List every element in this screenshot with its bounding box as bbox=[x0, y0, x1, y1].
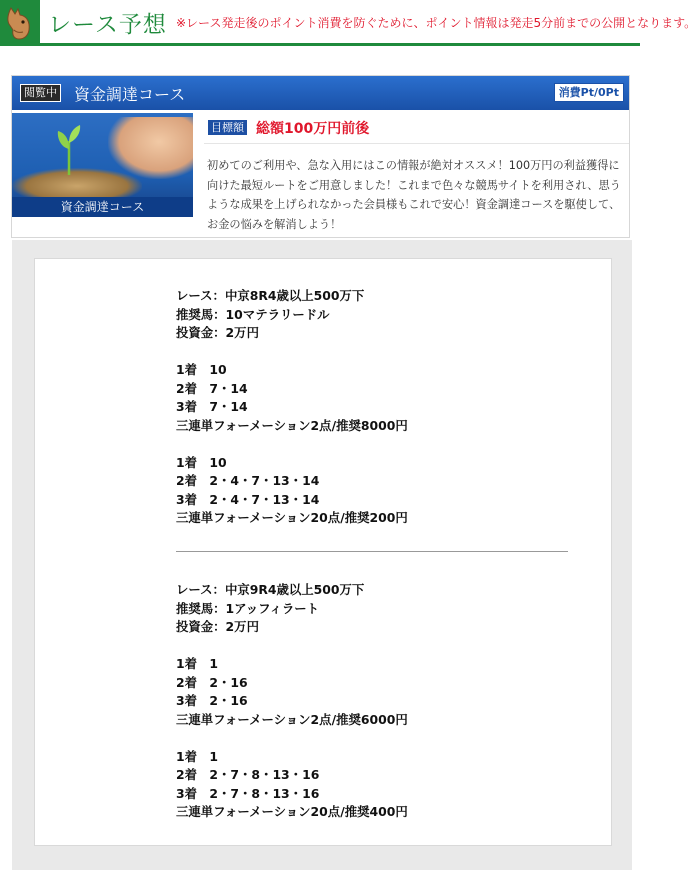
bet-summary: 三連単フォーメーション2点/推奨8000円 bbox=[176, 417, 408, 433]
horse-head-icon bbox=[5, 6, 35, 40]
target-label: 目標額 bbox=[208, 120, 247, 135]
bet-second: 2着 2・16 bbox=[176, 674, 248, 690]
investment-amount: 投資金：2万円 bbox=[176, 619, 259, 634]
course-panel bbox=[11, 75, 630, 238]
bet-first: 1着 10 bbox=[176, 454, 227, 470]
course-description: 初めてのご利用や、急な入用にはこの情報が絶対オススメ！100万円の利益獲得に向けた最短ルートをご用意しました！これまで色々な競馬サイトを利用され、思うような成果を上げられなかった会員様もこれで安心！資金調達コースを駆使して、お金の悩みを解消しよう！ bbox=[207, 159, 621, 231]
recommended-horse: 推奨馬：10マテラリードル bbox=[176, 306, 330, 322]
bet-second: 2着 2・4・7・13・14 bbox=[176, 473, 320, 488]
bet-third: 3着 2・16 bbox=[176, 693, 248, 708]
bet-summary: 三連単フォーメーション20点/推奨400円 bbox=[176, 804, 408, 819]
course-title: 資金調達コース bbox=[74, 85, 186, 104]
course-image-caption: 資金調達コース bbox=[12, 197, 193, 217]
bet-third: 3着 2・7・8・13・16 bbox=[176, 785, 320, 801]
bet-third: 3着 2・4・7・13・14 bbox=[176, 491, 320, 507]
bet-summary: 三連単フォーメーション2点/推奨6000円 bbox=[176, 711, 408, 727]
target-value: 総額100万円前後 bbox=[256, 121, 370, 137]
bet-second: 2着 2・7・8・13・16 bbox=[176, 767, 320, 782]
prediction-card bbox=[34, 258, 612, 846]
course-image bbox=[12, 113, 193, 217]
target-row bbox=[204, 113, 629, 144]
hand-icon bbox=[108, 117, 193, 179]
investment-amount: 投資金：2万円 bbox=[176, 325, 259, 340]
race-prediction-1 bbox=[176, 287, 576, 528]
race-divider bbox=[176, 551, 568, 552]
race-prediction-2 bbox=[176, 581, 576, 822]
bet-second: 2着 7・14 bbox=[176, 380, 248, 396]
page-title: レース予想 bbox=[48, 12, 167, 38]
course-title-bar bbox=[12, 76, 629, 110]
recommended-horse: 推奨馬：1アッフィラート bbox=[176, 600, 320, 616]
bet-first: 1着 1 bbox=[176, 748, 219, 764]
bet-first: 1着 1 bbox=[176, 656, 219, 671]
bet-third: 3着 7・14 bbox=[176, 399, 248, 414]
bet-summary: 三連単フォーメーション20点/推奨200円 bbox=[176, 510, 408, 525]
bet-first: 1着 10 bbox=[176, 362, 227, 377]
publish-notice: ※レース発走後のポイント消費を防ぐために、ポイント情報は発走5分前までの公開となります。 bbox=[176, 16, 696, 30]
prediction-section bbox=[12, 240, 632, 870]
sprout-icon bbox=[56, 123, 82, 175]
logo bbox=[0, 0, 40, 43]
page-header bbox=[0, 0, 696, 46]
point-cost-badge: 消費Pt/0Pt bbox=[554, 83, 624, 102]
race-name: レース：中京8R4歳以上500万下 bbox=[176, 288, 365, 303]
race-name: レース：中京9R4歳以上500万下 bbox=[176, 582, 365, 597]
viewing-badge: 閲覧中 bbox=[20, 84, 61, 102]
